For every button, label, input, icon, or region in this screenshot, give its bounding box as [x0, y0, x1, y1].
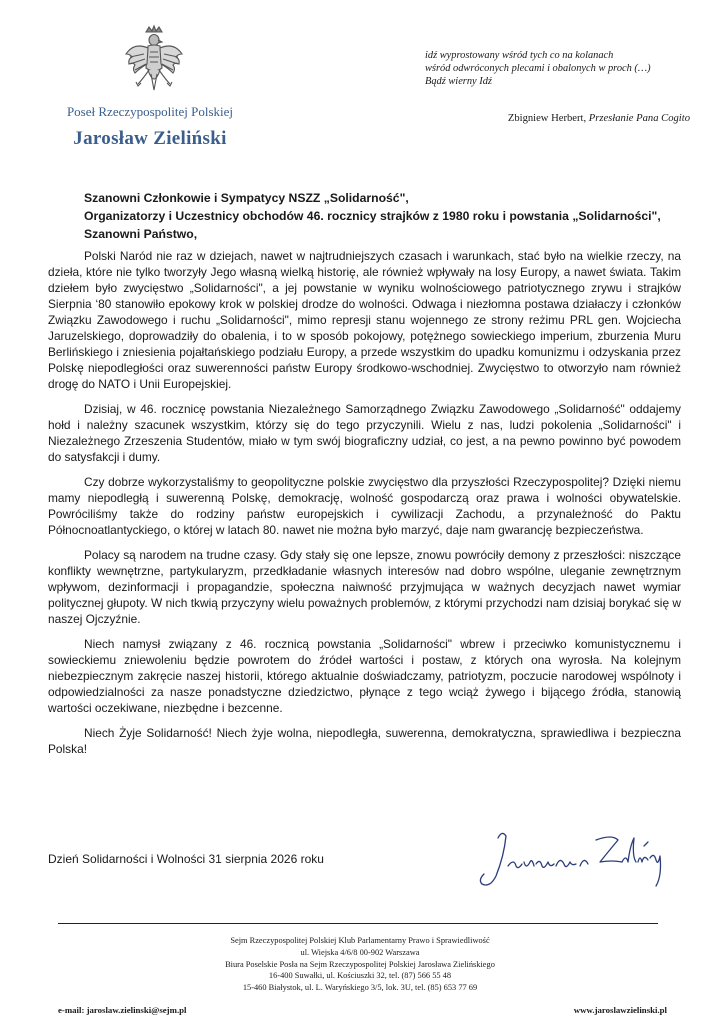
- paragraph: Polski Naród nie raz w dziejach, nawet w najtrudniejszych czasach i warunkach, stać było na wielkie rzeczy, na dzieła, które nie tylko tworzyły Jego własną wielką historię, ale również wpływały na losy Europy, a nawet świata. Takim dziełem było zwycięstwo „Solidarności", a jej powstanie w wyniku wolnościowego patriotycznego zrywu i strajków Sierpnia ‘80 stanowiło epokowy krok w polskiej drodze do wolności. Odwaga i niezłomna postawa działaczy i członków Związku Zawodowego i ruchu „Solidarności", mimo represji stanu wojennego ze strony reżimu PRL gen. Wojciecha Jaruzelskiego, doprowadziły do obalenia, i to w sposób pokojowy, potężnego sowieckiego imperium, zburzenia Muru Berlińskiego i zniesienia pojałtańskiego podziału Europy, a przede wszystkim do upadku komunizmu i odzyskania przez Polskę niepodległości oraz suwerenności państw Europy środkowo-wschodniej. Zwycięstwo to otworzyło nam również drogę do NATO i Unii Europejskiej.: [48, 249, 681, 391]
- motto-line: wśród odwróconych plecami i obalonych w proch (…): [425, 63, 651, 74]
- footer-line: Biura Poselskie Posła na Sejm Rzeczypospolitej Polskiej Jarosława Zielińskiego: [225, 959, 495, 969]
- footer-email: e-mail: jaroslaw.zielinski@sejm.pl: [58, 1005, 187, 1015]
- greeting-line: Szanowni Członkowie i Sympatycy NSZZ „Solidarność",: [84, 191, 409, 205]
- letter-body: [48, 248, 681, 766]
- greeting-line: Szanowni Państwo,: [84, 227, 198, 241]
- motto-attribution: [430, 113, 690, 124]
- paragraph: Niech Żyje Solidarność! Niech żyje wolna, niepodległa, suwerenna, demokratyczna, sprawiedliwa i bezpieczna Polska!: [48, 726, 681, 756]
- motto-line: Bądź wierny Idź: [425, 76, 492, 87]
- motto-work: Przesłanie Pana Cogito: [588, 113, 690, 124]
- greeting-line: Organizatorzy i Uczestnicy obchodów 46. rocznicy strajków z 1980 roku i powstania „Solidarności",: [84, 209, 661, 223]
- footer-line: ul. Wiejska 4/6/8 00-902 Warszawa: [300, 947, 420, 957]
- motto-line: idź wyprostowany wśród tych co na kolanach: [425, 50, 614, 61]
- office-title: Poseł Rzeczypospolitej Polskiej: [66, 104, 234, 119]
- letter-greeting: [84, 189, 661, 243]
- footer-website: www.jaroslawzielinski.pl: [573, 1005, 667, 1015]
- motto-quote: [425, 49, 705, 88]
- footer-divider: [58, 923, 658, 924]
- handwritten-signature: [472, 826, 672, 892]
- footer-line: 16-400 Suwałki, ul. Kościuszki 32, tel. (87) 566 55 48: [268, 971, 452, 981]
- mp-name: Jarosław Zieliński: [73, 128, 227, 149]
- motto-author: Zbigniew Herbert,: [507, 113, 587, 124]
- paragraph: Polacy są narodem na trudne czasy. Gdy stały się one lepsze, znowu powróciły demony z przeszłości: niszczące konflikty wewnętrzne, partykularyzm, przedkładanie własnych interesów nad dobro wspólne, uleganie zewnętrznym wpływom, dezinformacji i propagandzie, społeczna naiwność przyjmująca w ważnych decyzjach nawet wymiar politycznej głupoty. W nich tkwią przyczyny wielu poważnych problemów, z którymi przychodzi nam dzisiaj borykać się w naszej Ojczyźnie.: [48, 548, 681, 626]
- footer-line: Sejm Rzeczypospolitej Polskiej Klub Parlamentarny Prawo i Sprawiedliwość: [230, 936, 490, 945]
- paragraph: Dzisiaj, w 46. rocznicę powstania Niezależnego Samorządnego Związku Zawodowego „Solidarność" oddajemy hołd i należny szacunek wszystkim, którzy się do tego przyczynili. Wielu z nas, ludzi pokolenia „Solidarności" i Niezależnego Zrzeszenia Studentów, miało w tym swój biograficzny udział, co jest, a na pewno powinno być powodem do satysfakcji i dumy.: [48, 402, 681, 464]
- white-eagle-emblem-icon: [120, 24, 188, 104]
- paragraph: Niech namysł związany z 46. rocznicą powstania „Solidarności" wbrew i przeciwko komunistycznemu i sowieckiemu zniewoleniu będzie powrotem do źródeł wartości i postaw, z których ona wyrosła. Na kolejnym niebezpiecznym zakręcie naszej historii, którego aktualnie doświadczamy, patriotyzm, poczucie narodowej wspólnoty i odpowiedzialności za nasze ponadstyczne dziedzictwo, płynące z tego wciąż żywego i bijącego źródła, stanowią wartości oczekiwane, niezbędne i bezcenne.: [48, 637, 681, 715]
- date-line: Dzień Solidarności i Wolności 31 sierpnia 2026 roku: [48, 852, 324, 866]
- footer-line: 15-460 Białystok, ul. L. Waryńskiego 3/5, lok. 3U, tel. (85) 653 77 69: [242, 983, 478, 993]
- paragraph: Czy dobrze wykorzystaliśmy to geopolityczne polskie zwycięstwo dla przyszłości Rzeczypospolitej? Dzięki niemu mamy niepodległą i suwerenną Polskę, demokrację, wolność gospodarczą oraz prawa i wolności obywatelskie. Powróciliśmy także do rodziny państw europejskich i cywilizacji Zachodu, a przynależność do Paktu Północnoatlantyckiego, o której w latach 80. nawet nie można było marzyć, daje nam gwarancję bezpieczeństwa.: [48, 475, 681, 537]
- footer-address: [130, 935, 590, 994]
